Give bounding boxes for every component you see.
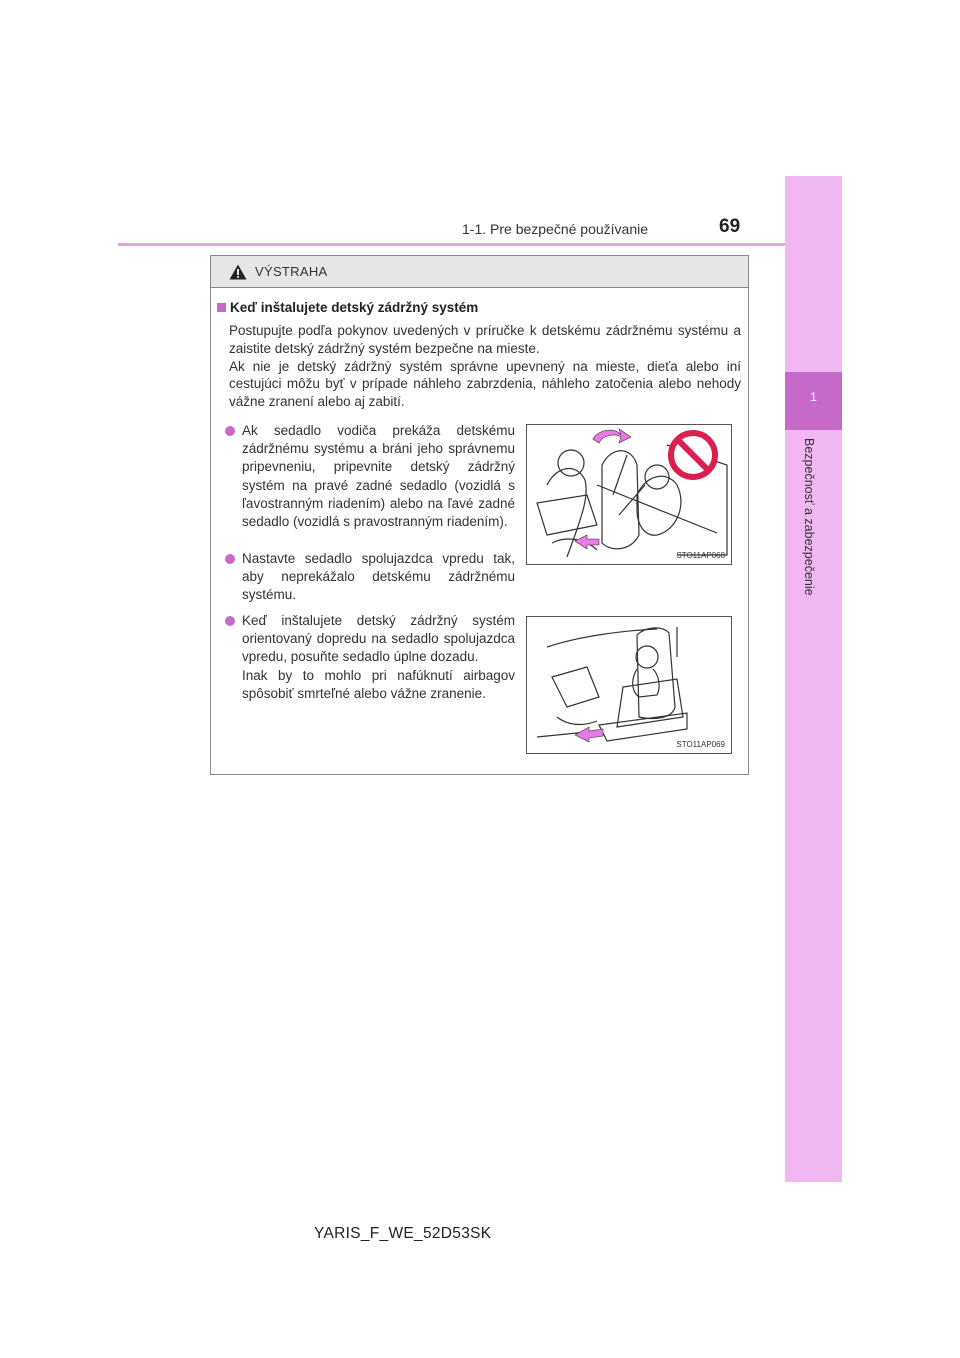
section-marker-icon [217,303,226,312]
warning-body [229,322,741,411]
prohibit-icon [671,433,715,477]
page-number: 69 [719,216,741,237]
side-chapter-tab [785,176,842,1182]
bullet-text-continued: Inak by to mohlo pri nafúknutí airbagov spôsobiť smrteľné alebo vážne zranenie. [242,667,515,701]
warning-title: VÝSTRAHA [255,264,328,279]
bullet-text: Ak sedadlo vodiča prekáža detskému zádržnému systému a bráni jeho správnemu pripevneniu, pripevnite detský zádržný systém na pravé zadné sedadlo (vozidlá s ľavostranným riadením) alebo na ľavé zadné sedadlo (vozidlá s pravostranným riadením). [242,423,515,530]
illustration-drawing [527,617,731,753]
warning-box [210,255,749,775]
illustration-passenger-seat [526,616,732,754]
side-chapter-number: 1 [810,390,817,404]
paragraph-2: Ak nie je detský zádržný systém správne upevnený na mieste, dieťa alebo iní cestujúci môžu byť v prípade náhleho zabrzdenia, náhleho zatočenia alebo nehody vážne zranení alebo aj zabití. [229,358,741,410]
illustration-drawing [527,425,731,564]
side-chapter-label: Bezpečnosť a zabezpečenie [802,438,816,596]
illustration-code: STO11AP069 [676,740,725,749]
bullet-item [225,612,515,703]
bullet-text: Keď inštalujete detský zádržný systém orientovaný dopredu na sedadlo spolujazdca vpredu, posuňte sedadlo úplne dozadu. [242,613,515,665]
section-title-text: Keď inštalujete detský zádržný systém [230,300,479,315]
section-title [217,300,478,315]
bullet-dot-icon [225,426,235,436]
chapter-title: 1-1. Pre bezpečné používanie [462,221,649,237]
bullet-dot-icon [225,554,235,564]
document-code: YARIS_F_WE_52D53SK [314,1225,492,1242]
header-rule [118,243,785,246]
bullet-item [225,550,515,605]
bullet-text: Nastavte sedadlo spolujazdca vpredu tak, aby neprekážalo detskému zádržnému systému. [242,551,515,603]
bullet-dot-icon [225,616,235,626]
warning-header [211,256,748,288]
warning-triangle-icon [229,264,247,280]
illustration-code: STO11AP068 [676,551,725,560]
illustration-driver-seat [526,424,732,565]
bullet-item [225,422,515,531]
paragraph-1: Postupujte podľa pokynov uvedených v príručke k detskému zádržnému systému a zaistite detský zádržný systém bezpečne na mieste. [229,323,741,356]
